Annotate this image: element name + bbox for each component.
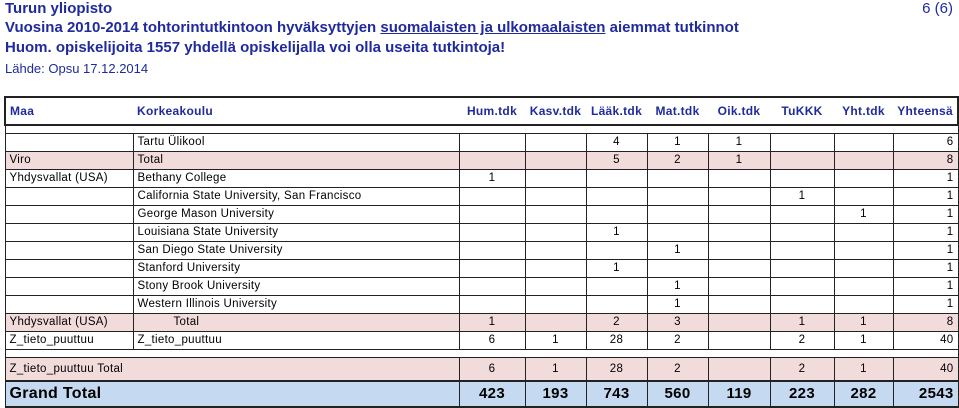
value-cell: 282: [834, 381, 893, 407]
value-cell: [459, 206, 525, 224]
value-cell: [834, 296, 893, 314]
value-cell: 2: [647, 332, 708, 350]
table-row: [5, 296, 958, 314]
value-cell: [525, 134, 586, 152]
value-cell: 1: [459, 170, 525, 188]
country-cell: Z_tieto_puuttuu: [5, 332, 133, 350]
spacer-row: [5, 350, 958, 358]
university-cell: Z_tieto_puuttuu: [133, 332, 459, 350]
value-cell: [525, 260, 586, 278]
university-cell: Total: [133, 314, 459, 332]
value-cell: [459, 152, 525, 170]
value-cell: [586, 170, 647, 188]
university-cell: Stony Brook University: [133, 278, 459, 296]
value-cell: [834, 188, 893, 206]
value-cell: [834, 260, 893, 278]
value-cell: [770, 278, 834, 296]
col-header: Mat.tdk: [647, 97, 708, 125]
country-cell: Yhdysvallat (USA): [5, 314, 133, 332]
total-cell: 1: [893, 278, 958, 296]
value-cell: [459, 188, 525, 206]
table-row: [5, 134, 958, 152]
value-cell: 4: [586, 134, 647, 152]
value-cell: 560: [647, 381, 708, 407]
value-cell: 1: [770, 188, 834, 206]
total-cell: 40: [893, 358, 958, 382]
university-cell: Western Illinois University: [133, 296, 459, 314]
header-row: [5, 97, 958, 125]
value-cell: [459, 296, 525, 314]
value-cell: [525, 188, 586, 206]
value-cell: 743: [586, 381, 647, 407]
university-cell: San Diego State University: [133, 242, 459, 260]
value-cell: [586, 278, 647, 296]
page-number: 6 (6): [922, 0, 953, 17]
value-cell: 1: [770, 314, 834, 332]
col-header: TuKKK: [770, 97, 834, 125]
value-cell: 6: [459, 332, 525, 350]
value-cell: [708, 314, 770, 332]
value-cell: [647, 224, 708, 242]
university-name: Turun yliopisto: [5, 0, 113, 17]
value-cell: [525, 152, 586, 170]
value-cell: 2: [647, 358, 708, 382]
country-cell: [5, 224, 133, 242]
col-header: Oik.tdk: [708, 97, 770, 125]
value-cell: 2: [770, 332, 834, 350]
value-cell: [834, 224, 893, 242]
university-cell: Bethany College: [133, 170, 459, 188]
value-cell: [834, 278, 893, 296]
country-cell: [5, 278, 133, 296]
total-cell: 1: [893, 242, 958, 260]
value-cell: [770, 224, 834, 242]
value-cell: [586, 206, 647, 224]
value-cell: [770, 152, 834, 170]
country-cell: Yhdysvallat (USA): [5, 170, 133, 188]
total-cell: 1: [893, 188, 958, 206]
value-cell: [708, 278, 770, 296]
university-cell: California State University, San Francisco: [133, 188, 459, 206]
university-cell: Stanford University: [133, 260, 459, 278]
value-cell: [459, 242, 525, 260]
value-cell: 1: [834, 358, 893, 382]
row-label: Grand Total: [5, 381, 459, 407]
value-cell: [834, 134, 893, 152]
table-row: [5, 358, 958, 382]
report-title: [5, 19, 739, 36]
table-row: [5, 260, 958, 278]
value-cell: 1: [708, 152, 770, 170]
value-cell: [708, 224, 770, 242]
value-cell: [770, 170, 834, 188]
value-cell: [708, 332, 770, 350]
value-cell: [708, 170, 770, 188]
value-cell: [834, 152, 893, 170]
table-row: [5, 278, 958, 296]
value-cell: 1: [586, 224, 647, 242]
value-cell: 28: [586, 358, 647, 382]
table-row: [5, 332, 958, 350]
value-cell: [459, 278, 525, 296]
total-cell: 8: [893, 152, 958, 170]
value-cell: [708, 206, 770, 224]
value-cell: 119: [708, 381, 770, 407]
value-cell: [525, 314, 586, 332]
value-cell: [708, 296, 770, 314]
value-cell: 1: [708, 134, 770, 152]
total-cell: 1: [893, 170, 958, 188]
value-cell: 28: [586, 332, 647, 350]
total-cell: 8: [893, 314, 958, 332]
total-cell: 1: [893, 206, 958, 224]
value-cell: 1: [647, 278, 708, 296]
spacer-row: [5, 125, 958, 134]
col-header: Kasv.tdk: [525, 97, 586, 125]
value-cell: [708, 242, 770, 260]
value-cell: 1: [647, 134, 708, 152]
col-header: Yhteensä: [893, 97, 958, 125]
value-cell: 5: [586, 152, 647, 170]
value-cell: [525, 224, 586, 242]
value-cell: 2: [770, 358, 834, 382]
value-cell: 1: [459, 314, 525, 332]
total-cell: 1: [893, 224, 958, 242]
value-cell: [459, 224, 525, 242]
value-cell: 6: [459, 358, 525, 382]
table-row: [5, 170, 958, 188]
value-cell: 1: [525, 358, 586, 382]
value-cell: [834, 170, 893, 188]
grand-total-row: [5, 381, 958, 407]
total-cell: 40: [893, 332, 958, 350]
value-cell: [708, 358, 770, 382]
table-row: [5, 152, 958, 170]
total-cell: 2543: [893, 381, 958, 407]
value-cell: 1: [525, 332, 586, 350]
university-cell: Louisiana State University: [133, 224, 459, 242]
report-title-end: aiemmat tutkinnot: [605, 19, 739, 36]
col-header: Korkeakoulu: [133, 97, 459, 125]
value-cell: [708, 188, 770, 206]
value-cell: [770, 260, 834, 278]
value-cell: 1: [586, 260, 647, 278]
value-cell: [770, 296, 834, 314]
value-cell: 2: [647, 152, 708, 170]
value-cell: 1: [647, 296, 708, 314]
value-cell: [647, 260, 708, 278]
degrees-table: [4, 96, 959, 408]
value-cell: 1: [647, 242, 708, 260]
value-cell: [834, 242, 893, 260]
col-header: Yht.tdk: [834, 97, 893, 125]
report-note: Huom. opiskelijoita 1557 yhdellä opiskelijalla voi olla useita tutkintoja!: [5, 39, 506, 56]
value-cell: 1: [834, 314, 893, 332]
value-cell: [647, 206, 708, 224]
table-body: [5, 134, 958, 408]
table-row: [5, 224, 958, 242]
country-cell: [5, 260, 133, 278]
table-row: [5, 314, 958, 332]
value-cell: [525, 206, 586, 224]
value-cell: [647, 188, 708, 206]
value-cell: [586, 188, 647, 206]
value-cell: 1: [834, 332, 893, 350]
value-cell: [459, 260, 525, 278]
country-cell: [5, 242, 133, 260]
value-cell: [770, 242, 834, 260]
row-label: Z_tieto_puuttuu Total: [5, 358, 459, 382]
country-cell: [5, 206, 133, 224]
value-cell: [770, 134, 834, 152]
col-header: Maa: [5, 97, 133, 125]
value-cell: 223: [770, 381, 834, 407]
value-cell: 3: [647, 314, 708, 332]
university-cell: George Mason University: [133, 206, 459, 224]
table-row: [5, 188, 958, 206]
value-cell: [770, 206, 834, 224]
col-header: Hum.tdk: [459, 97, 525, 125]
value-cell: 2: [586, 314, 647, 332]
country-cell: [5, 296, 133, 314]
value-cell: [708, 260, 770, 278]
country-cell: [5, 134, 133, 152]
value-cell: [525, 296, 586, 314]
value-cell: 193: [525, 381, 586, 407]
value-cell: [647, 170, 708, 188]
country-cell: [5, 188, 133, 206]
table-row: [5, 206, 958, 224]
university-cell: Tartu Ülikool: [133, 134, 459, 152]
value-cell: [586, 242, 647, 260]
col-header: Lääk.tdk: [586, 97, 647, 125]
total-cell: 6: [893, 134, 958, 152]
value-cell: [525, 242, 586, 260]
total-cell: 1: [893, 296, 958, 314]
value-cell: [586, 296, 647, 314]
country-cell: Viro: [5, 152, 133, 170]
total-cell: 1: [893, 260, 958, 278]
university-cell: Total: [133, 152, 459, 170]
data-source: Lähde: Opsu 17.12.2014: [5, 61, 149, 76]
value-cell: 1: [834, 206, 893, 224]
value-cell: 423: [459, 381, 525, 407]
value-cell: [459, 134, 525, 152]
table-row: [5, 242, 958, 260]
report-title-start: Vuosina 2010-2014 tohtorintutkintoon hyväksyttyjen: [5, 19, 381, 36]
value-cell: [525, 278, 586, 296]
value-cell: [525, 170, 586, 188]
report-title-underlined: suomalaisten ja ulkomaalaisten: [380, 19, 606, 36]
